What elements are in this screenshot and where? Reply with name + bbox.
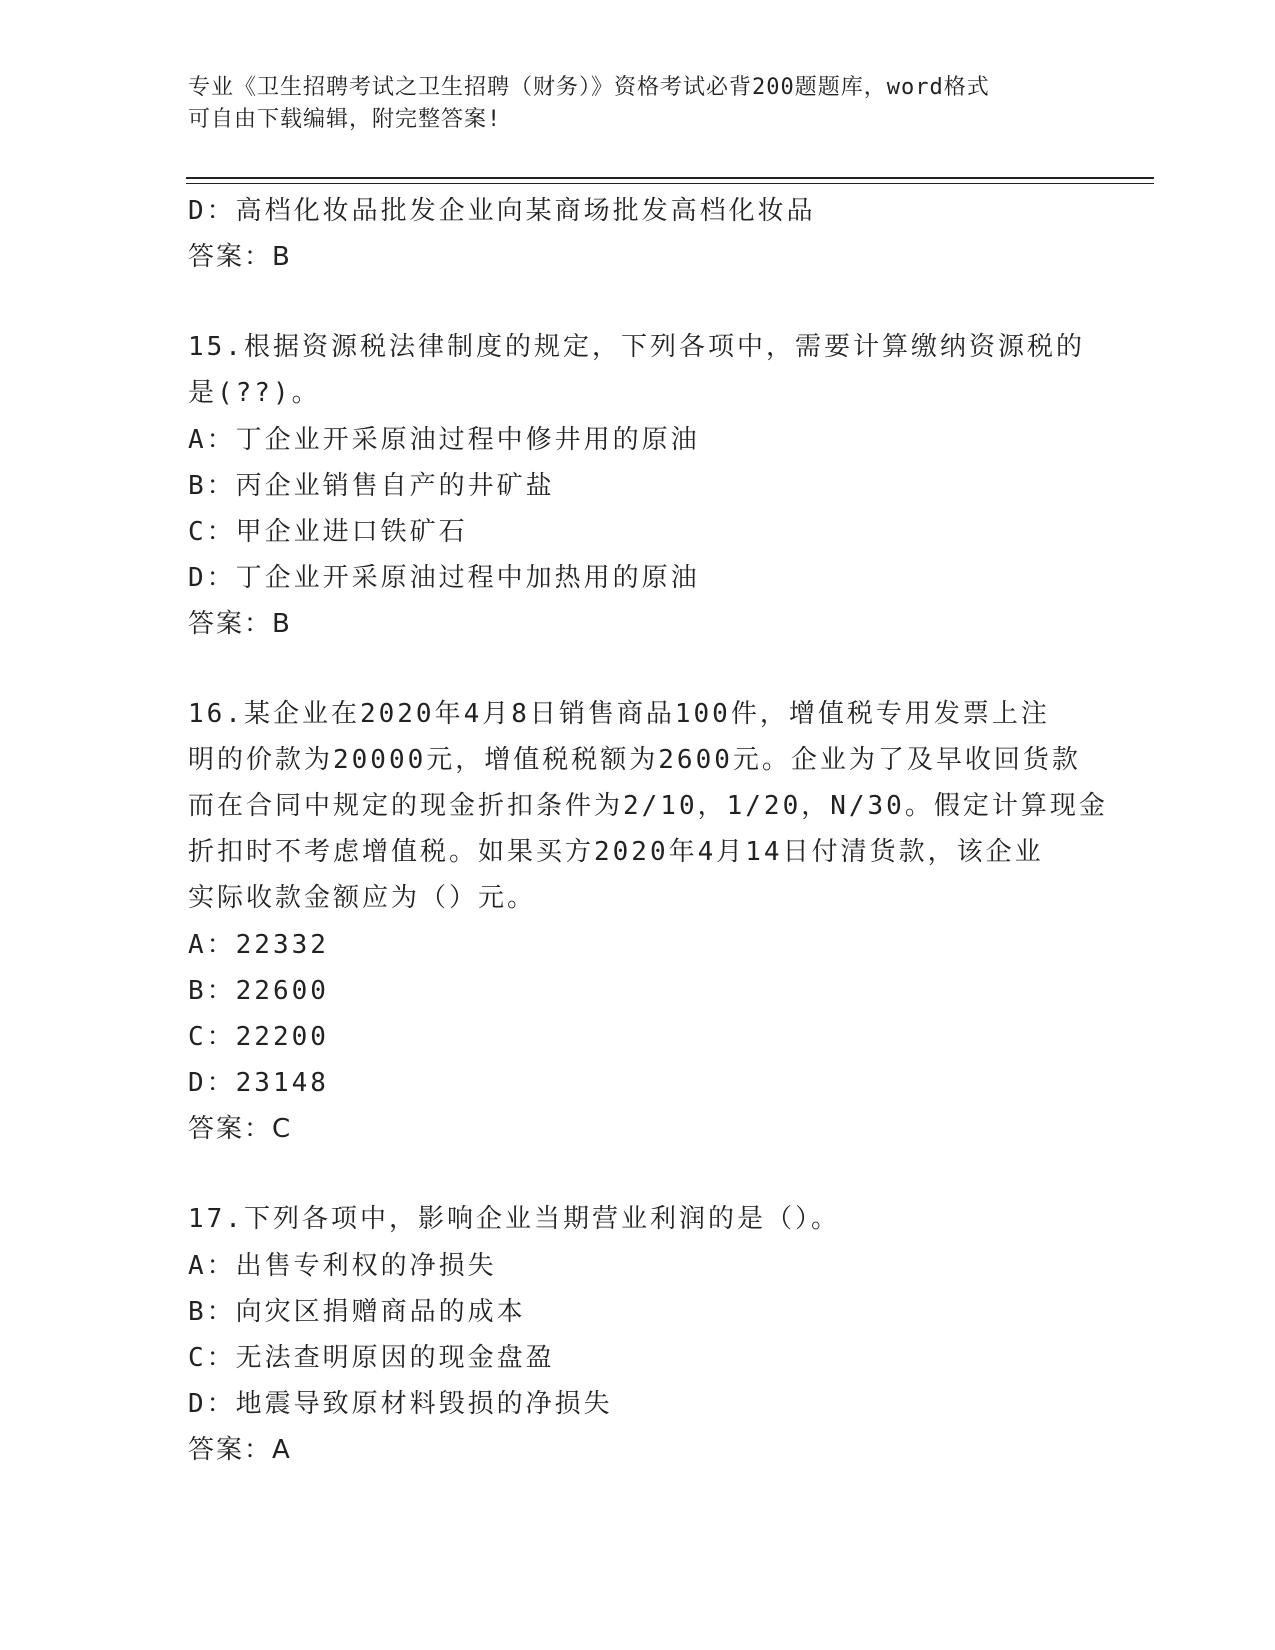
prev-option-d: D：高档化妆品批发企业向某商场批发高档化妆品: [188, 196, 816, 226]
question-17-option-c: C：无法查明原因的现金盘盈: [188, 1343, 555, 1373]
header-line-2: 可自由下载编辑，附完整答案!: [188, 107, 502, 132]
spacer: [188, 647, 1088, 692]
question-15: [188, 325, 1088, 647]
question-16-option-a: A：22332: [188, 930, 329, 960]
question-15-answer: 答案：B: [188, 609, 292, 639]
question-15-stem-1: 15.根据资源税法律制度的规定，下列各项中，需要计算缴纳资源税的: [188, 332, 1085, 362]
question-17-answer: 答案：A: [188, 1435, 292, 1465]
question-17-option-a: A：出售专利权的净损失: [188, 1251, 497, 1281]
question-16-stem-5: 实际收款金额应为（）元。: [188, 883, 537, 913]
question-16-answer: 答案：C: [188, 1114, 293, 1144]
question-15-option-d: D：丁企业开采原油过程中加热用的原油: [188, 563, 700, 593]
question-16: [188, 692, 1108, 1152]
question-15-option-c: C：甲企业进口铁矿石: [188, 517, 468, 547]
question-16-option-d: D：23148: [188, 1068, 329, 1098]
question-16-stem-4: 折扣时不考虑增值税。如果买方2020年4月14日付清货款，该企业: [188, 837, 1044, 867]
question-17-option-d: D：地震导致原材料毁损的净损失: [188, 1389, 613, 1419]
question-16-stem-2: 明的价款为20000元，增值税税额为2600元。企业为了及早收回货款: [188, 745, 1081, 775]
spacer: [188, 280, 1088, 325]
header-line-1: 专业《卫生招聘考试之卫生招聘（财务）》资格考试必背200题题库，word格式: [188, 75, 990, 100]
question-16-stem-1: 16.某企业在2020年4月8日销售商品100件，增值税专用发票上注: [188, 699, 1050, 729]
question-16-option-c: C：22200: [188, 1022, 329, 1052]
question-16-option-b: B：22600: [188, 976, 329, 1006]
document-header: [188, 72, 1078, 136]
prev-answer: 答案：B: [188, 242, 292, 272]
question-16-stem-3: 而在合同中规定的现金折扣条件为2/10，1/20，N/30。假定计算现金: [188, 791, 1108, 821]
question-15-stem-2: 是(??)。: [188, 378, 321, 408]
document-body: [188, 188, 1108, 1473]
question-15-option-a: A：丁企业开采原油过程中修井用的原油: [188, 425, 700, 455]
spacer: [188, 1152, 1088, 1197]
header-rule-thin: [186, 183, 1154, 184]
question-15-option-b: B：丙企业销售自产的井矿盐: [188, 471, 555, 501]
question-17-stem-1: 17.下列各项中，影响企业当期营业利润的是（）。: [188, 1204, 840, 1234]
question-17-option-b: B：向灾区捐赠商品的成本: [188, 1297, 526, 1327]
header-rule-thick: [186, 177, 1154, 179]
question-17: [188, 1197, 1088, 1473]
